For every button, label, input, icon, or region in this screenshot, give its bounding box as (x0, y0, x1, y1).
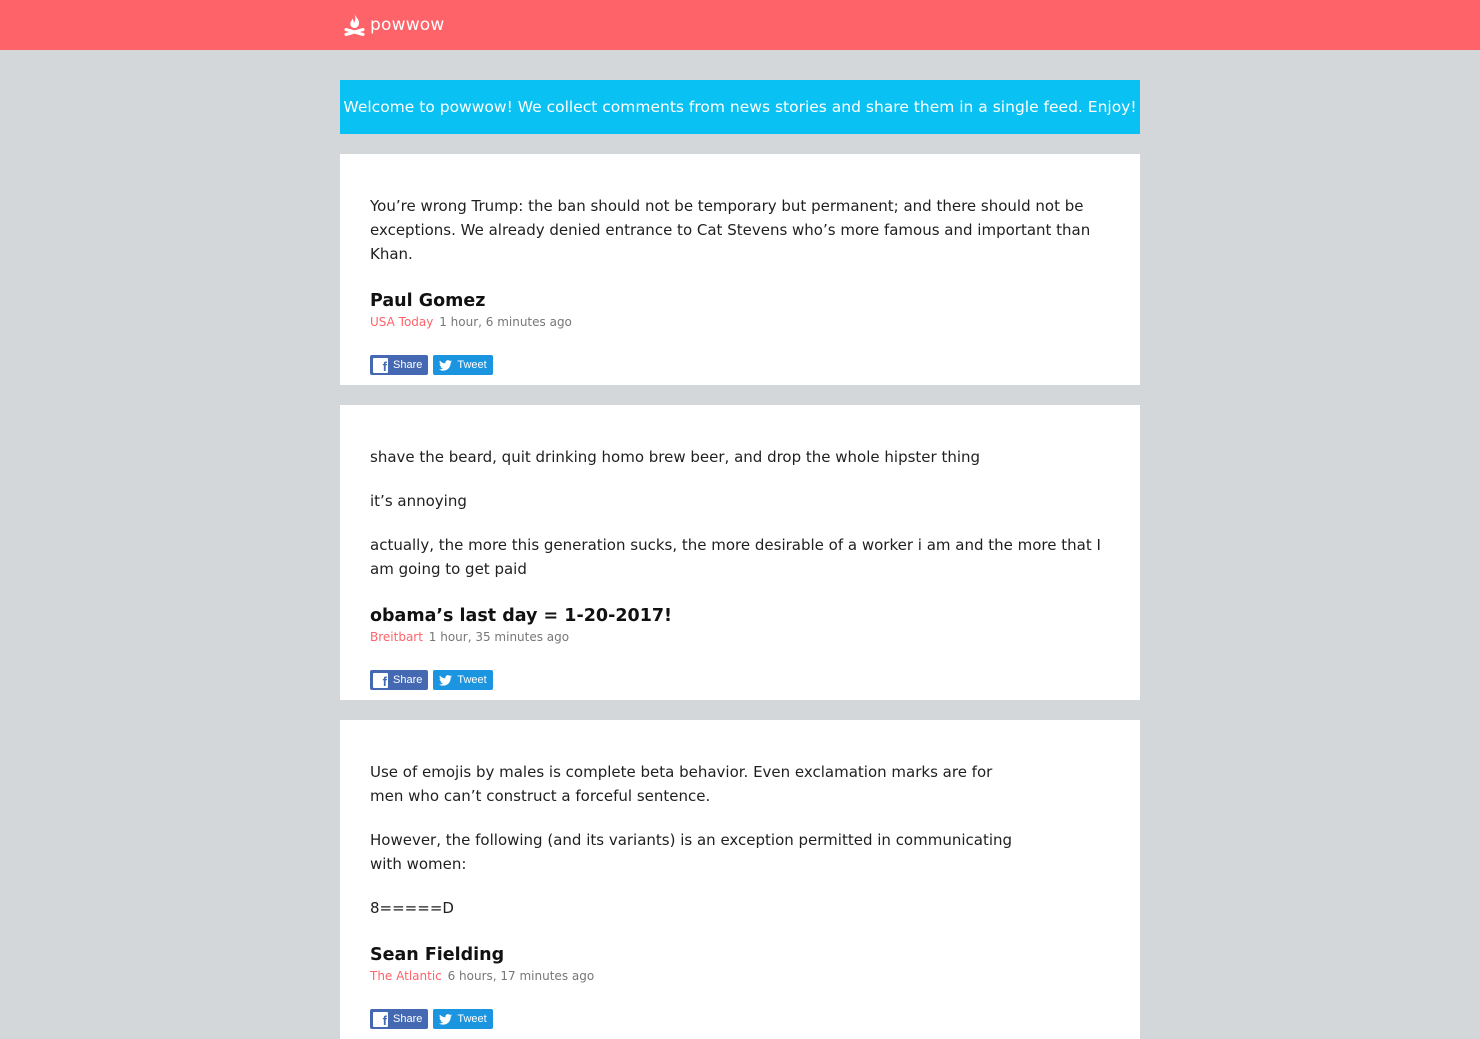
facebook-icon: f (373, 358, 388, 373)
social-buttons (370, 670, 1110, 690)
comment-meta (370, 629, 1110, 645)
tweet-label: Tweet (457, 359, 487, 371)
feed-container (340, 50, 1140, 1039)
comment-source-link[interactable]: USA Today (370, 315, 434, 329)
comment-author: Paul Gomez (370, 291, 486, 311)
welcome-banner: Welcome to powwow! We collect comments from news stories and share them in a single feed. Enjoy! (340, 80, 1140, 134)
facebook-icon: f (373, 1012, 388, 1027)
comment-time-ago: 1 hour, 35 minutes ago (428, 630, 570, 644)
comment-source-link[interactable]: The Atlantic (370, 969, 442, 983)
comment-author: obama’s last day = 1-20-2017! (370, 606, 673, 626)
comment-paragraph: it’s annoying (370, 492, 467, 510)
social-buttons (370, 1009, 1110, 1029)
comment-time-ago: 1 hour, 6 minutes ago (439, 315, 572, 329)
comment-paragraph: shave the beard, quit drinking homo brew beer, and drop the whole hipster thing (370, 448, 981, 466)
facebook-share-button[interactable] (370, 355, 428, 375)
brand-link[interactable] (344, 11, 445, 39)
comment-paragraph: actually, the more this generation sucks, the more desirable of a worker i am and the more that I am going to get paid (370, 536, 1101, 578)
comment-paragraph: However, the following (and its variants) is an exception permitted in communicating with women: (370, 831, 1013, 873)
twitter-bird-icon (439, 360, 452, 371)
comment-card (340, 405, 1140, 700)
comment-paragraph: Use of emojis by males is complete beta behavior. Even exclamation marks are for men who can’t construct a forceful sentence. (370, 763, 993, 805)
campfire-icon (344, 13, 365, 37)
twitter-bird-icon (439, 675, 452, 686)
comment-author: Sean Fielding (370, 945, 505, 965)
comment-meta (370, 314, 1110, 330)
twitter-bird-icon (439, 1014, 452, 1025)
twitter-tweet-button[interactable] (433, 355, 492, 375)
twitter-tweet-button[interactable] (433, 1009, 492, 1029)
top-bar (0, 0, 1480, 50)
twitter-tweet-button[interactable] (433, 670, 492, 690)
share-label: Share (393, 674, 423, 686)
comment-source-link[interactable]: Breitbart (370, 630, 423, 644)
facebook-icon: f (373, 673, 388, 688)
share-label: Share (393, 359, 423, 371)
facebook-share-button[interactable] (370, 1009, 428, 1029)
tweet-label: Tweet (457, 674, 487, 686)
comment-card (340, 720, 1140, 1039)
facebook-share-button[interactable] (370, 670, 428, 690)
comment-paragraph: You’re wrong Trump: the ban should not be temporary but permanent; and there should not be exceptions. We already denied entrance to Cat Stevens who’s more famous and important than Khan. (370, 197, 1091, 263)
comment-meta (370, 968, 1110, 984)
comment-time-ago: 6 hours, 17 minutes ago (447, 969, 595, 983)
brand-name: powwow (370, 15, 445, 35)
tweet-label: Tweet (457, 1013, 487, 1025)
comment-card (340, 154, 1140, 385)
social-buttons (370, 355, 1110, 375)
share-label: Share (393, 1013, 423, 1025)
comment-paragraph: 8=====D (370, 899, 454, 917)
